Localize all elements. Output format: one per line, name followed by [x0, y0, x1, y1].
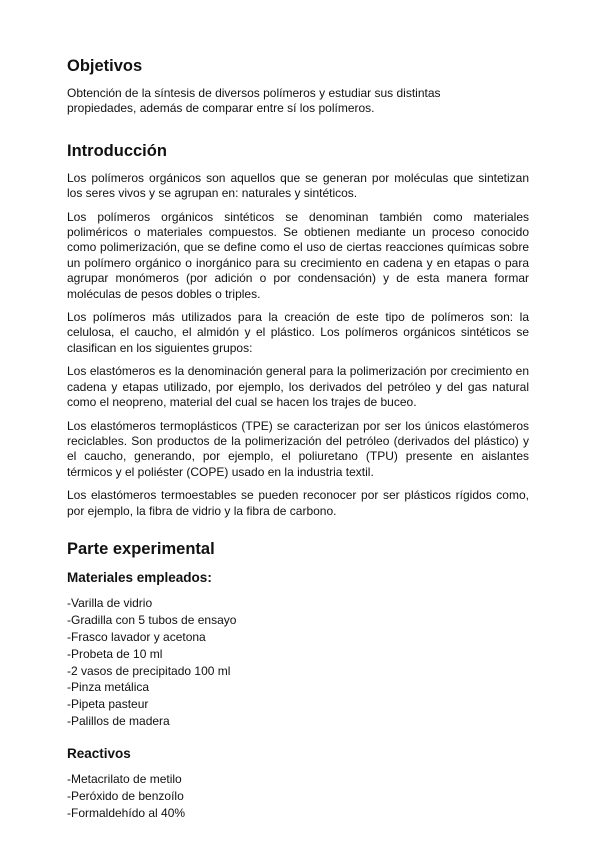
intro-paragraph-3: Los polímeros más utilizados para la creación de este tipo de polímeros son: la celulosa, el caucho, el almidón y el plástico. Los polímeros orgánicos sintéticos se clasifican en los siguientes grupos: — [67, 310, 529, 355]
reactivos-list — [67, 771, 529, 822]
list-item: -2 vasos de precipitado 100 ml — [67, 663, 231, 678]
objetivos-text: Obtención de la síntesis de diversos polímeros y estudiar sus distintas propiedades, además de comparar entre sí los polímeros. — [67, 86, 441, 116]
list-item: -Frasco lavador y acetona — [67, 629, 206, 644]
intro-paragraph-6: Los elastómeros termoestables se pueden reconocer por ser plásticos rígidos como, por ejemplo, la fibra de vidrio y la fibra de carbono. — [67, 488, 529, 518]
intro-paragraph-5: Los elastómeros termoplásticos (TPE) se caracterizan por ser los únicos elastómeros reciclables. Son productos de la polimerización del petróleo (derivados del plástico) y el caucho, generando, por ejemplo, el poliuretano (TPU) presente en aislantes térmicos y el poliéster (COPE) usado en la industria textil. — [67, 418, 529, 479]
objetivos-heading: Objetivos — [67, 57, 143, 75]
list-item: -Varilla de vidrio — [67, 595, 153, 610]
materiales-heading: Materiales empleados: — [67, 569, 212, 585]
materiales-list — [67, 595, 529, 730]
reactivos-heading: Reactivos — [67, 746, 131, 762]
list-item: -Pipeta pasteur — [67, 697, 149, 712]
intro-paragraph-1: Los polímeros orgánicos son aquellos que se generan por moléculas que sintetizan los seres vivos y se agrupan en: naturales y sintéticos. — [67, 170, 529, 201]
introduccion-heading: Introducción — [67, 141, 167, 160]
list-item: -Pinza metálica — [67, 680, 150, 695]
intro-paragraph-2: Los polímeros orgánicos sintéticos se denominan también como materiales poliméricos o materiales compuestos. Se obtienen mediante un proceso conocido como polimerización, que se define como el uso de ciertas reacciones químicas sobre un polímero orgánico o inorgánico para su crecimiento en cadena y en etapas o para agrupar monómeros (por adición o por condensación) y de esta manera formar moléculas de pesos dobles o triples. — [67, 209, 529, 301]
list-item: -Peróxido de benzoílo — [67, 789, 184, 804]
document-page — [67, 56, 529, 822]
list-item: -Gradilla con 5 tubos de ensayo — [67, 612, 237, 627]
list-item: -Metacrilato de metilo — [67, 772, 182, 787]
list-item: -Probeta de 10 ml — [67, 646, 163, 661]
list-item: -Palillos de madera — [67, 714, 170, 729]
parte-experimental-heading: Parte experimental — [67, 539, 215, 558]
list-item: -Formaldehído al 40% — [67, 806, 186, 820]
intro-paragraph-4: Los elastómeros es la denominación general para la polimerización por crecimiento en cadena y etapas utilizado, por ejemplo, los derivados del petróleo y del gas natural como el neopreno, material del cual se hacen los trajes de buceo. — [67, 364, 529, 410]
